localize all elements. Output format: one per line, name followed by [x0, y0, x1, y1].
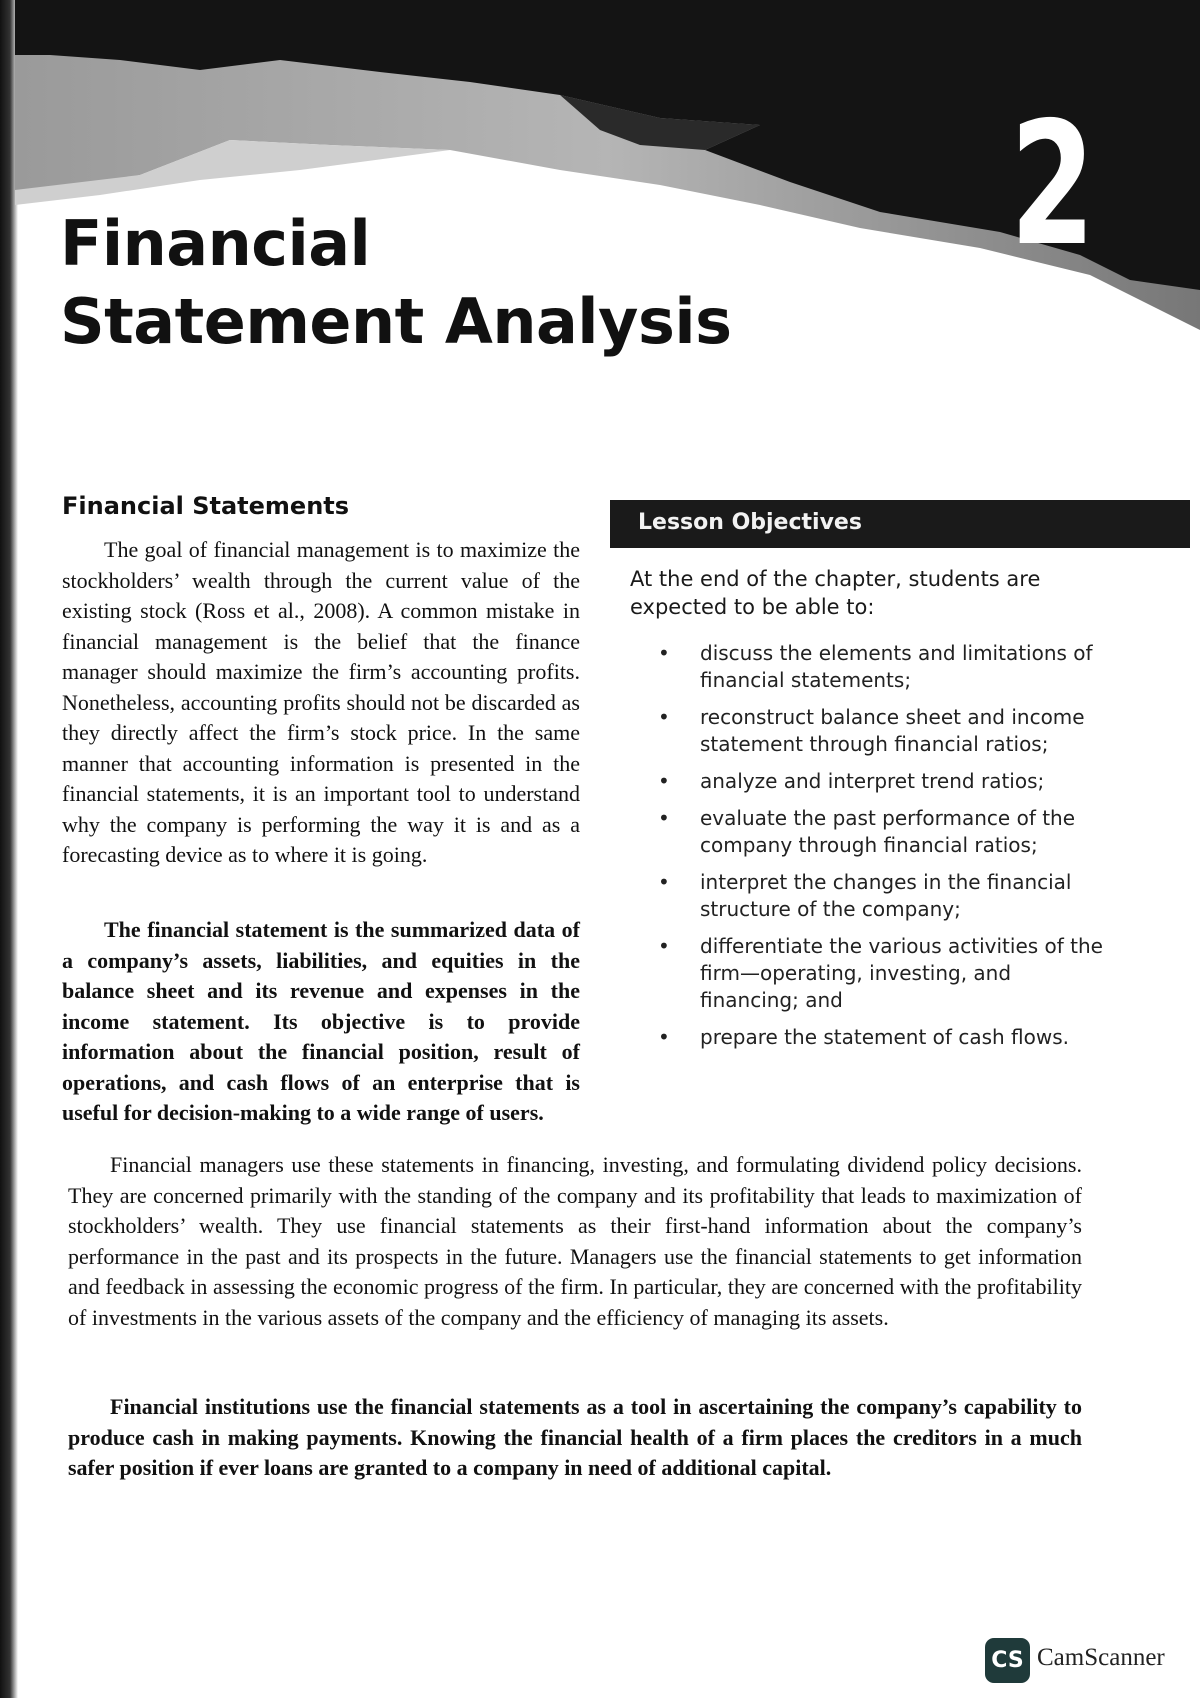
- paragraph-text: The goal of financial management is to maximize the stockholders’ wealth through the current value of the existing stock (Ross et al., 2008). A common mistake in financial management is the belief that the finance manager should maximize the firm’s accounting profits. Nonetheless, accounting profits should not be discarded as they directly affect the firm’s stock price. In the same manner that accounting information is presented in the financial statements, it is an important tool to understand why the company is performing the way it is and as a forecasting device as to where it is going.: [62, 537, 580, 867]
- objective-text: analyze and interpret trend ratios;: [700, 769, 1045, 793]
- chapter-title-line1: Financial: [60, 207, 371, 280]
- objective-text: discuss the elements and limitations of financial statements;: [700, 641, 1093, 692]
- bullet-icon: •: [658, 1025, 670, 1049]
- bullet-icon: •: [658, 641, 670, 665]
- body-paragraph-2: [62, 915, 580, 1129]
- objective-text: interpret the changes in the financial structure of the company;: [700, 870, 1072, 921]
- body-paragraph-3: Financial managers use these statements in financing, investing, and formulating dividend policy decisions. They are concerned primarily with the standing of the company and its profitability that leads to maximization of stockholders’ wealth. They use financial statements as their first-hand information about the company’s performance in the past and its prospects in the future. Managers use the financial statements to get information and feedback in assessing the economic progress of the firm. In particular, they are concerned with the profitability of investments in the various assets of the company and the efficiency of managing its assets.: [68, 1152, 1082, 1330]
- objective-text: evaluate the past performance of the company through financial ratios;: [700, 806, 1076, 857]
- objective-item: [640, 704, 1110, 758]
- chapter-title: [60, 205, 732, 361]
- objectives-list: [640, 640, 1110, 1061]
- section-heading: Financial Statements: [62, 492, 350, 520]
- objectives-title: Lesson Objectives: [638, 510, 862, 535]
- camscanner-logo-icon: CS: [985, 1638, 1030, 1683]
- body-paragraph-1: [62, 535, 580, 871]
- camscanner-watermark: CamScanner: [1037, 1644, 1165, 1671]
- objective-text: prepare the statement of cash flows.: [700, 1025, 1069, 1049]
- paragraph-text: The financial statement is the summarized data of a company’s assets, liabilities, and equities in the balance sheet and its revenue and expenses in the income statement. Its objective is to provide information about the financial position, result of operations, and cash flows of an enterprise that is useful for decision-making to a wide range of users.: [62, 917, 580, 1125]
- bullet-icon: •: [658, 870, 670, 894]
- objective-item: [640, 1024, 1110, 1051]
- objectives-intro: At the end of the chapter, students are expected to be able to:: [630, 567, 1041, 619]
- objective-item: [640, 933, 1110, 1014]
- bullet-icon: •: [658, 705, 670, 729]
- objective-text: reconstruct balance sheet and income statement through financial ratios;: [700, 705, 1085, 756]
- objective-text: differentiate the various activities of the firm—operating, investing, and financing; and: [700, 934, 1103, 1012]
- objective-item: [640, 805, 1110, 859]
- bullet-icon: •: [658, 934, 670, 958]
- bullet-icon: •: [658, 806, 670, 830]
- body-paragraph-4: Financial institutions use the financial statements as a tool in ascertaining the company’s capability to produce cash in making payments. Knowing the financial health of a firm places the creditors in a much safer position if ever loans are granted to a company in need of additional capital.: [68, 1394, 1082, 1480]
- objective-item: [640, 869, 1110, 923]
- bullet-icon: •: [658, 769, 670, 793]
- chapter-number: 2: [1010, 86, 1091, 284]
- objective-item: [640, 768, 1110, 795]
- objective-item: [640, 640, 1110, 694]
- chapter-title-line2: Statement Analysis: [60, 285, 732, 358]
